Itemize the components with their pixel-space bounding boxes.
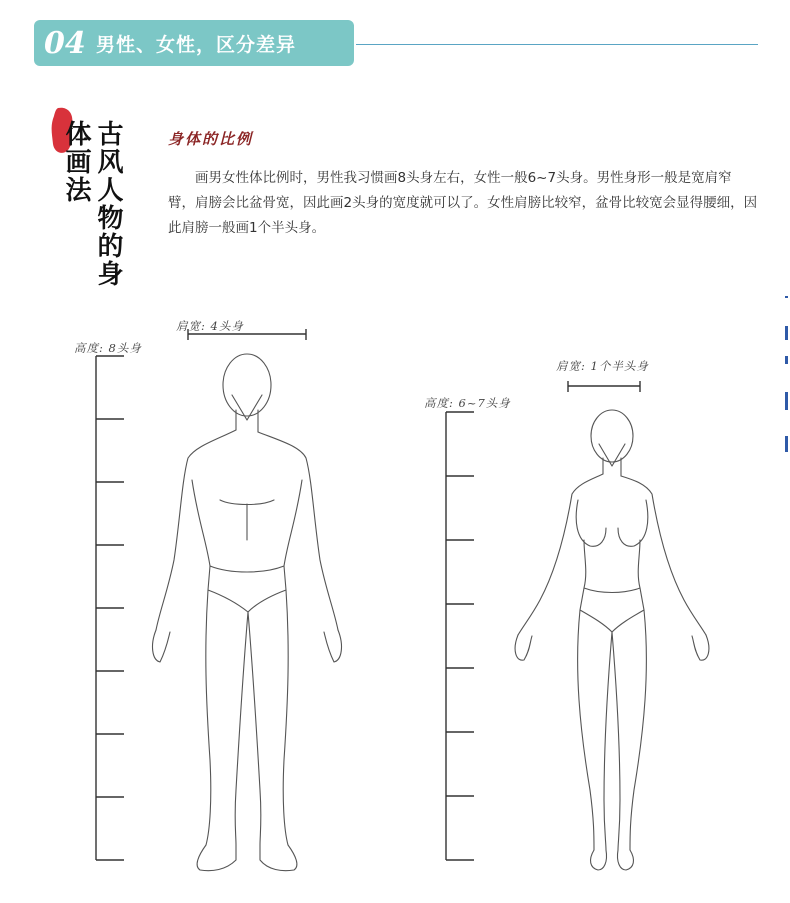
female-shoulder-bracket [568, 381, 640, 392]
section-body: 画男女性体比例时，男性我习惯画8头身左右，女性一般6~7头身。男性身形一般是宽肩窄臂，肩膀会比盆骨宽，因此画2头身的宽度就可以了。女性肩膀比较窄，盆骨比较宽会显得腰细，因此肩膀一般画1个半头身。 [168, 170, 758, 236]
section-heading: 身体的比例 [168, 130, 254, 148]
female-height-scale [446, 412, 474, 860]
male-shoulder-bracket [188, 329, 306, 340]
male-height-scale [96, 356, 124, 860]
book-title-vertical: 古风人物的身体画法 [61, 120, 123, 288]
female-shoulder-label: 肩宽: 1个半头身 [556, 359, 649, 373]
chapter-title: 男性、女性，区分差异 [96, 33, 297, 56]
male-figure [153, 354, 342, 871]
chapter-number: 04 [44, 25, 86, 61]
female-figure [515, 410, 709, 870]
male-height-label: 高度: 8头身 [74, 341, 142, 355]
female-height-label: 高度: 6~7头身 [424, 396, 511, 410]
male-shoulder-label: 肩宽: 4头身 [176, 319, 244, 333]
